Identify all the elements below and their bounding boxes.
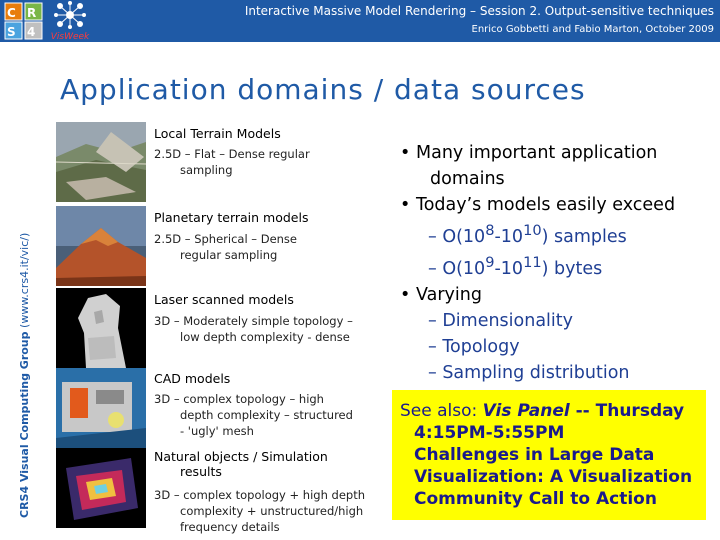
sidebar-group-name: CRS4 Visual Computing Group <box>18 331 31 518</box>
visweek-logo <box>48 1 92 41</box>
see-also-line3: Challenges in Large Data <box>414 445 655 465</box>
item-cad-desc: 3D – complex topology – high depth complexity – structured - 'ugly' mesh <box>154 392 353 438</box>
visweek-logo-text: VisWeek <box>50 32 90 41</box>
sidebar-url: (www.crs4.it/vic/) <box>18 232 31 328</box>
crs4-logo <box>4 2 44 40</box>
svg-text:4: 4 <box>27 25 36 39</box>
item-local-terrain-desc: 2.5D – Flat – Dense regular sampling <box>154 147 310 177</box>
planetary-terrain-image <box>56 206 146 286</box>
see-also-line4: Visualization: A Visualization <box>414 467 693 487</box>
item-planetary-title: Planetary terrain models <box>154 210 309 225</box>
sub-bullet-sampling: – Sampling distribution <box>428 362 630 383</box>
session-title: Interactive Massive Model Rendering – Session 2. Output-sensitive techniques <box>244 4 714 18</box>
cad-model-image <box>56 368 146 448</box>
see-also-line1: See also: Vis Panel -- Thursday <box>400 401 685 421</box>
sub-bullet-bytes: – $O(10^9-10^{11})$ bytes <box>428 253 603 279</box>
item-local-terrain-title: Local Terrain Models <box>154 126 281 141</box>
bullet-applications: • Many important application domains <box>400 140 710 192</box>
item-natural-desc: 3D – complex topology + high depth complexity + unstructured/high frequency details <box>154 488 365 534</box>
see-also-time: 4:15PM-5:55PM <box>414 423 565 443</box>
vis-panel-link: Vis Panel <box>482 401 570 421</box>
see-also-line5: Community Call to Action <box>414 489 657 509</box>
bullet-models-exceed: • Today’s models easily exceed <box>400 192 710 218</box>
item-planetary-desc: 2.5D – Spherical – Dense regular sampling <box>154 232 298 262</box>
item-natural-title: Natural objects / Simulation results <box>154 449 328 479</box>
see-also-box <box>392 390 706 520</box>
sidebar-label <box>18 118 31 518</box>
svg-text:C: C <box>7 6 16 20</box>
authors-date: Enrico Gobbetti and Fabio Marton, October 2009 <box>471 24 714 35</box>
natural-object-image <box>56 448 146 528</box>
local-terrain-image <box>56 122 146 202</box>
slide-title: Application domains / data sources <box>60 73 586 106</box>
item-cad-title: CAD models <box>154 371 231 386</box>
svg-text:R: R <box>27 6 37 20</box>
bullet-varying: • Varying <box>400 282 710 308</box>
sub-bullet-topology: – Topology <box>428 336 520 357</box>
header-bar <box>0 0 720 42</box>
item-laser-title: Laser scanned models <box>154 292 294 307</box>
sub-bullet-samples: – $O(10^8-10^{10})$ samples <box>428 222 627 247</box>
bullet-list <box>400 140 710 386</box>
svg-text:S: S <box>7 25 16 39</box>
sub-bullet-dimensionality: – Dimensionality <box>428 310 573 331</box>
laser-scan-image <box>56 288 146 368</box>
item-laser-desc: 3D – Moderately simple topology – low depth complexity - dense <box>154 314 353 344</box>
